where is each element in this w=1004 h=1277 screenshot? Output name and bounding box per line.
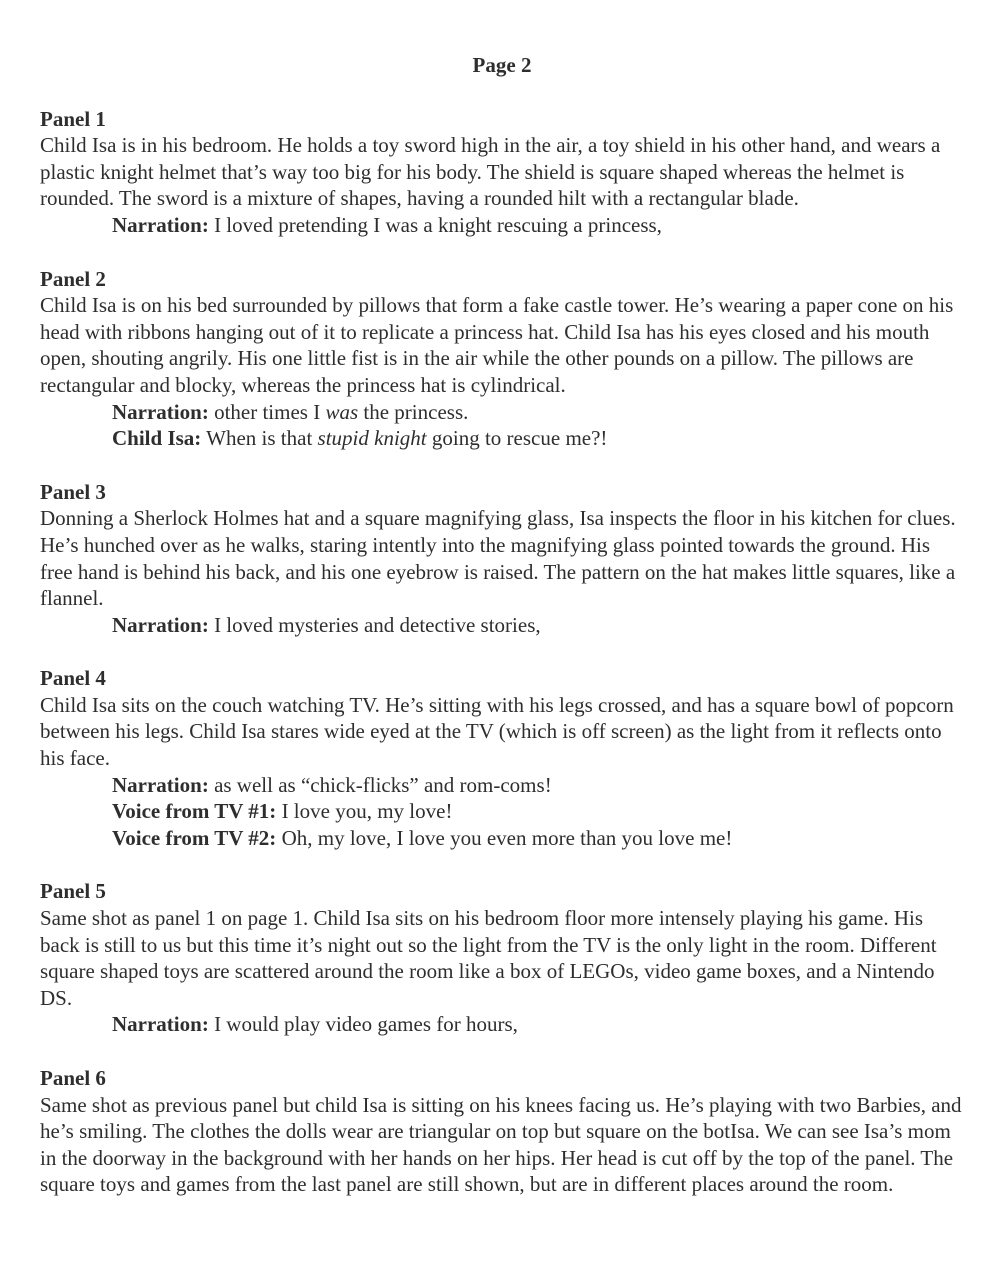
dialogue-line: [40, 825, 964, 852]
panel-description: Child Isa sits on the couch watching TV. He’s sitting with his legs crossed, and has a square bowl of popcorn between his legs. Child Isa stares wide eyed at the TV (which is off screen) as the light from it reflects onto his face.: [40, 692, 954, 771]
panel-description: Donning a Sherlock Holmes hat and a square magnifying glass, Isa inspects the floor in his kitchen for clues. He’s hunched over as he walks, staring intently into the magnifying glass pointed towards the ground. His free hand is behind his back, and his one eyebrow is raised. The pattern on the hat makes little squares, like a flannel.: [40, 506, 956, 611]
dialogue-text: I loved pretending I was a knight rescuing a princess,: [214, 212, 662, 237]
panel-heading: Panel 6: [40, 1066, 106, 1090]
speaker-label: Narration:: [112, 1012, 209, 1037]
panel-description: Same shot as previous panel but child Isa is sitting on his knees facing us. He’s playing with two Barbies, and he’s smiling. The clothes the dolls wear are triangular on top but square on the botIsa. We can see Isa’s mom in the doorway in the background with her hands on her hips. Her head is cut off by the top of the panel. The square toys and games from the last panel are still shown, but are in different places around the room.: [40, 1092, 962, 1197]
dialogue-text-italic: stupid knight: [317, 426, 427, 451]
dialogue-text: as well as “chick-flicks” and rom-coms!: [214, 772, 552, 797]
speaker-label: Voice from TV #1:: [112, 799, 277, 824]
dialogue-text: other times I: [214, 399, 326, 424]
dialogue-line: [40, 612, 964, 639]
dialogue-text: When is that: [206, 426, 318, 451]
dialogue-line: [40, 1011, 964, 1038]
panel-block: [40, 479, 964, 639]
dialogue-text: I love you, my love!: [281, 799, 453, 824]
panel-heading: Panel 5: [40, 879, 106, 904]
speaker-label: Voice from TV #2:: [112, 825, 277, 850]
speaker-label: Narration:: [112, 772, 209, 797]
panel-block: [40, 266, 964, 452]
speaker-label: Narration:: [112, 212, 209, 237]
dialogue-text: the princess.: [358, 399, 469, 424]
dialogue-line: [40, 399, 964, 426]
panel-description: Same shot as panel 1 on page 1. Child Isa sits on his bedroom floor more intensely playing his game. His back is still to us but this time it’s night out so the light from the TV is the only light in the room. Different square shaped toys are scattered around the room like a box of LEGOs, video game boxes, and a Nintendo DS.: [40, 906, 937, 1010]
dialogue-text-italic: was: [325, 399, 359, 424]
speaker-label: Narration:: [112, 612, 209, 637]
panel-block: [40, 665, 964, 851]
dialogue-line: [40, 425, 964, 452]
panel-block: [40, 878, 964, 1038]
dialogue-text: I loved mysteries and detective stories,: [214, 612, 541, 637]
panel-heading: Panel 2: [40, 266, 106, 291]
dialogue-text: Oh, my love, I love you even more than you love me!: [281, 825, 733, 850]
panel-heading: Panel 3: [40, 479, 106, 504]
dialogue-line: [40, 772, 964, 799]
panel-block: [40, 106, 964, 239]
dialogue-text: going to rescue me?!: [426, 426, 608, 451]
page-title: Page 2: [472, 53, 532, 77]
panel-description: Child Isa is on his bed surrounded by pillows that form a fake castle tower. He’s wearing a paper cone on his head with ribbons hanging out of it to replicate a princess hat. Child Isa has his eyes closed and his mouth open, shouting angrily. His one little fist is in the air while the other pounds on a pillow. The pillows are rectangular and blocky, whereas the princess hat is cylindrical.: [40, 293, 954, 397]
dialogue-line: [40, 212, 964, 239]
panel-heading: Panel 1: [40, 106, 106, 131]
speaker-label: Child Isa:: [112, 426, 202, 451]
panel-description: Child Isa is in his bedroom. He holds a toy sword high in the air, a toy shield in his other hand, and wears a plastic knight helmet that’s way too big for his body. The shield is square shaped whereas the helmet is rounded. The sword is a mixture of shapes, having a rounded hilt with a rectangular blade.: [40, 133, 941, 211]
panel-block: [40, 1065, 964, 1198]
speaker-label: Narration:: [112, 399, 209, 424]
panels-container: [40, 106, 964, 1198]
panel-heading: Panel 4: [40, 666, 106, 691]
dialogue-text: I would play video games for hours,: [214, 1012, 518, 1037]
dialogue-line: [40, 798, 964, 825]
